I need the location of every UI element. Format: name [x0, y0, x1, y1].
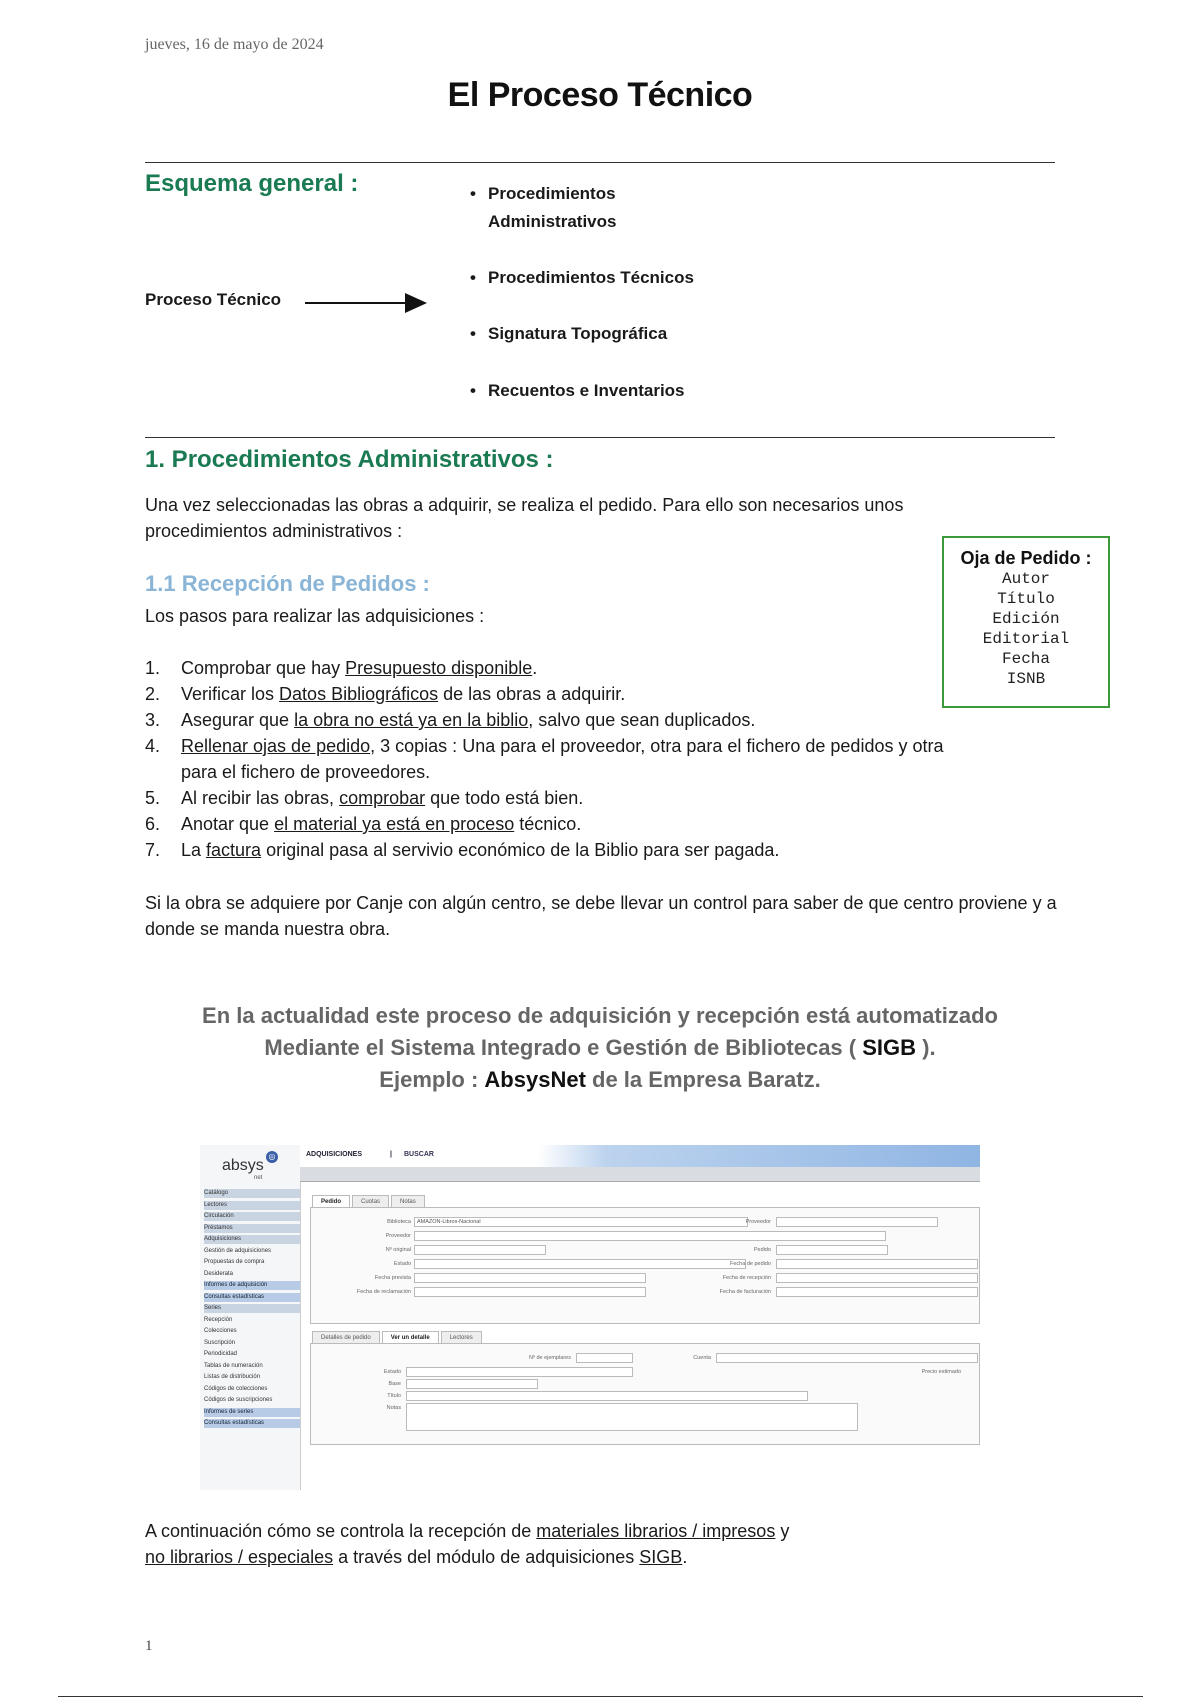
field	[776, 1217, 938, 1227]
sidebar-nav-item: Gestión de adquisiciones	[204, 1247, 272, 1254]
sidebar-nav-item: Catálogo	[204, 1189, 300, 1198]
detail-panel	[310, 1343, 980, 1445]
field	[406, 1391, 808, 1401]
field-label: Fecha prevista	[374, 1275, 411, 1281]
field-label: Título	[387, 1393, 401, 1399]
field	[406, 1403, 858, 1431]
subsection-heading: 1.1 Recepción de Pedidos :	[145, 571, 430, 596]
field-label: Pedido	[753, 1247, 771, 1253]
esquema-item: • Procedimientos Técnicos	[470, 268, 694, 287]
sidebar-nav-item: Adquisiciones	[204, 1235, 300, 1244]
esquema-heading: Esquema general :	[145, 170, 359, 197]
tab-buscar: BUSCAR	[404, 1151, 434, 1158]
arrow-head-icon	[405, 293, 427, 313]
field	[406, 1379, 538, 1389]
sidebar-nav-item: Consultas estadísticas	[204, 1293, 300, 1302]
field-label: Fecha de facturación	[719, 1289, 771, 1295]
list-item: 3. Asegurar que la obra no está ya en la biblio, salvo que sean duplicados.	[145, 710, 756, 730]
fecha-prevista-field	[414, 1273, 646, 1283]
sidebar-nav-item: Préstamos	[204, 1224, 300, 1233]
field-label: Base	[388, 1381, 401, 1387]
page-number: 1	[145, 1638, 153, 1654]
sidebar-nav-item: Informes de adquisición	[204, 1281, 300, 1290]
field	[776, 1287, 978, 1297]
highlight-line: Ejemplo : AbsysNet de la Empresa Baratz.	[379, 1067, 821, 1092]
field-label: Fecha de recepción	[722, 1275, 771, 1281]
sidebar-nav-item: Recepción	[204, 1316, 233, 1323]
detail-tabs	[312, 1331, 484, 1343]
esquema-item: • Recuentos e Inventarios	[470, 381, 685, 400]
tab-adquisiciones: ADQUISICIONES	[306, 1151, 363, 1158]
pedido-box	[942, 536, 1110, 708]
list-item: 2. Verificar los Datos Bibliográficos de las obras a adquirir.	[145, 684, 626, 704]
sidebar-nav-item: Lectores	[204, 1201, 300, 1210]
sidebar-nav-item: Códigos de suscripciones	[204, 1397, 273, 1403]
sidebar-nav-item: Colecciones	[204, 1328, 237, 1334]
divider	[58, 1696, 1143, 1697]
field	[776, 1273, 978, 1283]
divider	[145, 437, 1055, 438]
sidebar-nav-item: Listas de distribución	[204, 1374, 261, 1380]
esquema-item: • Signatura Topográfica	[470, 324, 668, 343]
pedido-field: Edición	[992, 610, 1060, 628]
tab-notas: Notas	[391, 1195, 425, 1208]
section-heading: 1. Procedimientos Administrativos :	[145, 446, 554, 473]
field	[576, 1353, 633, 1363]
fecha-reclamacion-field	[414, 1287, 646, 1297]
absys-logo-sub: net	[254, 1175, 263, 1181]
field-label: Estado	[383, 1369, 401, 1375]
list-item: 5. Al recibir las obras, comprobar que todo está bien.	[145, 788, 584, 808]
pedido-field: Editorial	[982, 630, 1070, 648]
pedido-field: Fecha	[1001, 650, 1050, 668]
absysnet-screenshot	[200, 1145, 980, 1490]
page-title: El Proceso Técnico	[447, 76, 753, 114]
biblioteca-field: AMAZON-Libros-Nacional	[414, 1217, 748, 1227]
page-date: jueves, 16 de mayo de 2024	[145, 36, 324, 53]
sidebar-nav-item: Circulación	[204, 1212, 300, 1221]
sidebar-nav-item: Tablas de numeración	[204, 1362, 263, 1369]
field	[406, 1367, 633, 1377]
screenshot-sidebar	[200, 1145, 301, 1490]
field	[776, 1259, 978, 1269]
absys-logo: absys	[222, 1157, 264, 1174]
field-label: Proveedor	[745, 1219, 771, 1225]
absys-logo-icon: ◎	[266, 1151, 278, 1163]
screenshot-topbar	[300, 1145, 980, 1167]
field-label: Fecha de reclamación	[356, 1289, 411, 1295]
divider	[145, 162, 1055, 163]
sidebar-nav-item: Propuestas de compra	[204, 1259, 265, 1265]
section-intro: Una vez seleccionadas las obras a adquirir, se realiza el pedido. Para ello son necesarios unos procedimientos administrativos :	[145, 495, 904, 541]
field	[776, 1245, 888, 1255]
tab-detalles: Detalles de pedido	[312, 1331, 380, 1344]
list-item: 4. Rellenar ojas de pedido, 3 copias : Una para el proveedor, otra para el fichero de pedidos y otra para el fichero de proveedores.	[145, 736, 944, 782]
sidebar-nav-item: Series	[204, 1304, 300, 1313]
sidebar-nav-item: Informes de series	[204, 1408, 300, 1417]
field-label: Precio estimado	[921, 1369, 961, 1375]
sidebar-nav-item: Periodicidad	[204, 1351, 238, 1357]
pedido-box-title: Oja de Pedido :	[960, 548, 1092, 568]
list-item: 7. La factura original pasa al servivio económico de la Biblio para ser pagada.	[145, 840, 780, 860]
field-label: Cuenta	[693, 1355, 711, 1361]
field-label: Notas	[386, 1405, 401, 1411]
proceso-tecnico-label: Proceso Técnico	[145, 290, 282, 309]
pedido-field: ISNB	[1006, 670, 1046, 688]
steps-list	[145, 655, 945, 863]
field-label: Fecha de pedido	[730, 1261, 771, 1267]
field-label: Nº de ejemplares	[528, 1355, 571, 1361]
tab-separator: |	[390, 1151, 392, 1158]
tab-ver-detalle: Ver un detalle	[382, 1331, 439, 1344]
pedido-panel	[310, 1207, 980, 1324]
screenshot-toolbar	[300, 1167, 980, 1182]
tab-cuotas: Cuotas	[352, 1195, 389, 1208]
original-field	[414, 1245, 546, 1255]
highlight-line: Mediante el Sistema Integrado e Gestión de Bibliotecas ( SIGB ).	[264, 1035, 936, 1060]
arrow-right-icon	[305, 302, 405, 304]
proveedor-field	[414, 1231, 886, 1241]
field	[716, 1353, 978, 1363]
tab-lectores: Lectores	[441, 1331, 482, 1344]
tab-pedido: Pedido	[312, 1195, 350, 1208]
pedido-field: Autor	[1001, 570, 1050, 588]
sidebar-nav-item: Consultas estadísticas	[204, 1419, 300, 1428]
canje-paragraph: Si la obra se adquiere por Canje con algún centro, se debe llevar un control para saber de que centro proviene y a donde se manda nuestra obra.	[145, 893, 1057, 939]
subsection-intro: Los pasos para realizar las adquisiciones :	[145, 606, 485, 626]
sidebar-nav-item: Códigos de colecciones	[204, 1385, 268, 1392]
list-item: 1. Comprobar que hay Presupuesto disponible.	[145, 658, 538, 678]
pedido-field: Título	[997, 590, 1055, 608]
closing-paragraph: A continuación cómo se controla la recepción de materiales librarios / impresos y no librarios / especiales a través del módulo de adquisiciones SIGB.	[145, 1521, 790, 1567]
field-label: Nº original	[385, 1247, 411, 1253]
field-label: Proveedor	[385, 1233, 411, 1239]
sidebar-nav-item: Suscripción	[204, 1339, 236, 1346]
form-tabs	[312, 1195, 427, 1207]
list-item: 6. Anotar que el material ya está en proceso técnico.	[145, 814, 582, 834]
field-label: Biblioteca	[387, 1219, 411, 1225]
sidebar-nav-item: Desiderata	[204, 1270, 234, 1277]
field-label: Estado	[393, 1261, 411, 1267]
highlight-line: En la actualidad este proceso de adquisición y recepción está automatizado	[202, 1003, 998, 1028]
esquema-item: • Procedimientos Administrativos	[470, 184, 617, 231]
